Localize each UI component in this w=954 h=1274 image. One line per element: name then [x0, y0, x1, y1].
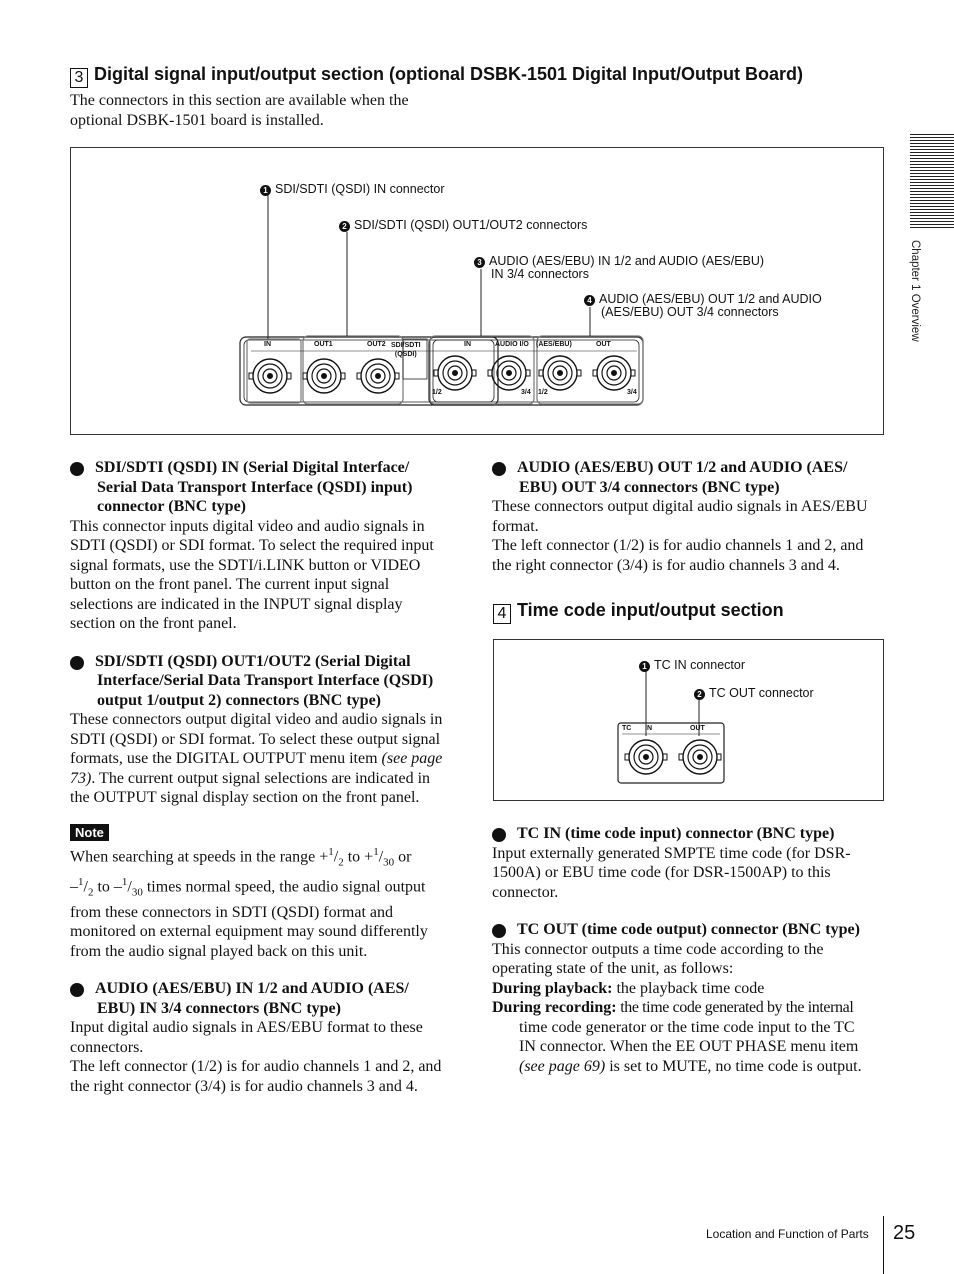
panel-label-1-2: 1/2: [538, 389, 548, 396]
section-number: 3: [70, 68, 88, 88]
panel-label-out: OUT: [690, 725, 705, 732]
item-3-body: Input digital audio signals in AES/EBU format to these connectors. The left connector (1/2) is for audio channels 1 and 2, and the right connector (3/4) is for audio channels 3 and 4.: [70, 1019, 442, 1095]
timecode-figure: [493, 639, 884, 801]
section-3-intro: [70, 91, 409, 130]
panel-label-in: IN: [645, 725, 652, 732]
tc-item-1-heading: 1 TC IN (time code input) connector (BNC type): [482, 825, 835, 842]
item-2-heading: 2 SDI/SDTI (QSDI) OUT1/OUT2 (Serial Digital Interface/Serial Data Transport Interface (QSDI) output 1/output 2) connectors (BNC type): [60, 652, 434, 709]
digital-io-panel-drawing: [71, 148, 883, 434]
timecode-items: [482, 824, 887, 1076]
panel-label-1-2: 1/2: [432, 389, 442, 396]
note-body: When searching at speeds in the range $+^1/_2$ to $+^1/_{30}$ or $-^1/_2$ to $-^1/_{30}$ times normal speed, the audio signal output from these connectors in SDTI (QSDI) format and monitored on external equipment may sound differently from the audio signal played back on this unit.: [70, 845, 428, 960]
intro-line: The connectors in this section are available when the: [70, 92, 409, 109]
note-block: [70, 824, 462, 962]
panel-label-sdi: SDI/SDTI (QSDI): [391, 342, 421, 358]
chapter-label: Chapter 1 Overview: [909, 240, 921, 342]
digital-io-figure: [70, 147, 884, 435]
left-column: [60, 458, 462, 1096]
note-label: Note: [70, 824, 109, 841]
section-4-heading: [493, 600, 784, 624]
tc-item-1-body: Input externally generated SMPTE time code (for DSR- 1500A) or EBU time code (for DSR-1500AP) to this connector.: [492, 844, 851, 901]
callout-audio-out: 4 AUDIO (AES/EBU) OUT 1/2 and AUDIO (AES/EBU) OUT 3/4 connectors: [584, 293, 822, 319]
section-title: Time code input/output section: [517, 600, 784, 620]
item-2-body: These connectors output digital video and audio signals in SDTI (QSDI) or SDI format. To select these output signal formats, use the DIGITAL OUTPUT menu item (see page 73). The current output signal selections are indicated in the OUTPUT signal display section on the front panel.: [70, 711, 443, 806]
panel-label-in: IN: [264, 341, 271, 348]
intro-line: optional DSBK-1501 board is installed.: [70, 111, 324, 129]
tc-item-2-body: This connector outputs a time code according to the operating state of the unit, as follows: During playback: the playback time code During recording: the time code generated by the internal time code generator or the time code input to the TC IN connector. When the EE OUT PHASE menu item (see page 69) is set to MUTE, no time code is output.: [492, 940, 862, 1075]
chapter-tab-stripes: [910, 134, 954, 229]
callout-sdi-in: 1 SDI/SDTI (QSDI) IN connector: [260, 183, 444, 196]
item-3-heading: 3 AUDIO (AES/EBU) IN 1/2 and AUDIO (AES/ EBU) IN 3/4 connectors (BNC type): [60, 980, 409, 1017]
panel-label-tc: TC: [622, 725, 632, 732]
panel-label-aesebu: (AES/EBU): [536, 341, 572, 348]
callout-audio-in: 3 AUDIO (AES/EBU) IN 1/2 and AUDIO (AES/EBU) IN 3/4 connectors: [474, 255, 764, 281]
section-number: 4: [493, 604, 511, 624]
panel-label-3-4: 3/4: [521, 389, 531, 396]
panel-label-out2: OUT2: [367, 341, 386, 348]
panel-label-3-4: 3/4: [627, 389, 637, 396]
panel-label-audio-io: AUDIO I/O: [495, 341, 529, 348]
right-column: [482, 458, 884, 575]
panel-label-audio-in: IN: [464, 341, 471, 348]
tc-item-2-heading: 2 TC OUT (time code output) connector (BNC type): [482, 921, 860, 938]
callout-sdi-out: 2 SDI/SDTI (QSDI) OUT1/OUT2 connectors: [339, 219, 587, 232]
footer-divider: [883, 1216, 884, 1274]
item-4-heading: 4 AUDIO (AES/EBU) OUT 1/2 and AUDIO (AES/ EBU) OUT 3/4 connectors (BNC type): [482, 459, 848, 496]
item-1-heading: 1 SDI/SDTI (QSDI) IN (Serial Digital Interface/ Serial Data Transport Interface (QSDI) input) connector (BNC type): [60, 459, 413, 515]
section-3-heading: [70, 64, 803, 88]
section-title: Digital signal input/output section (optional DSBK-1501 Digital Input/Output Board): [94, 64, 803, 84]
panel-label-audio-out: OUT: [596, 341, 611, 348]
item-4-body: These connectors output digital audio signals in AES/EBU format. The left connector (1/2) is for audio channels 1 and 2, and the right connector (3/4) is for audio channels 3 and 4.: [492, 498, 868, 574]
panel-label-out1: OUT1: [314, 341, 333, 348]
callout-tc-out: 2 TC OUT connector: [694, 687, 814, 700]
item-1-body: This connector inputs digital video and audio signals in SDTI (QSDI) or SDI format. To select the required input signal formats, use the SDTI/i.LINK button or VIDEO button on the front panel. The current input signal selections are indicated in the INPUT signal display section on the front panel.: [70, 517, 434, 632]
page-number: 25: [893, 1222, 916, 1244]
callout-tc-in: 1 TC IN connector: [639, 659, 745, 672]
footer-section: Location and Function of Parts: [706, 1227, 869, 1241]
